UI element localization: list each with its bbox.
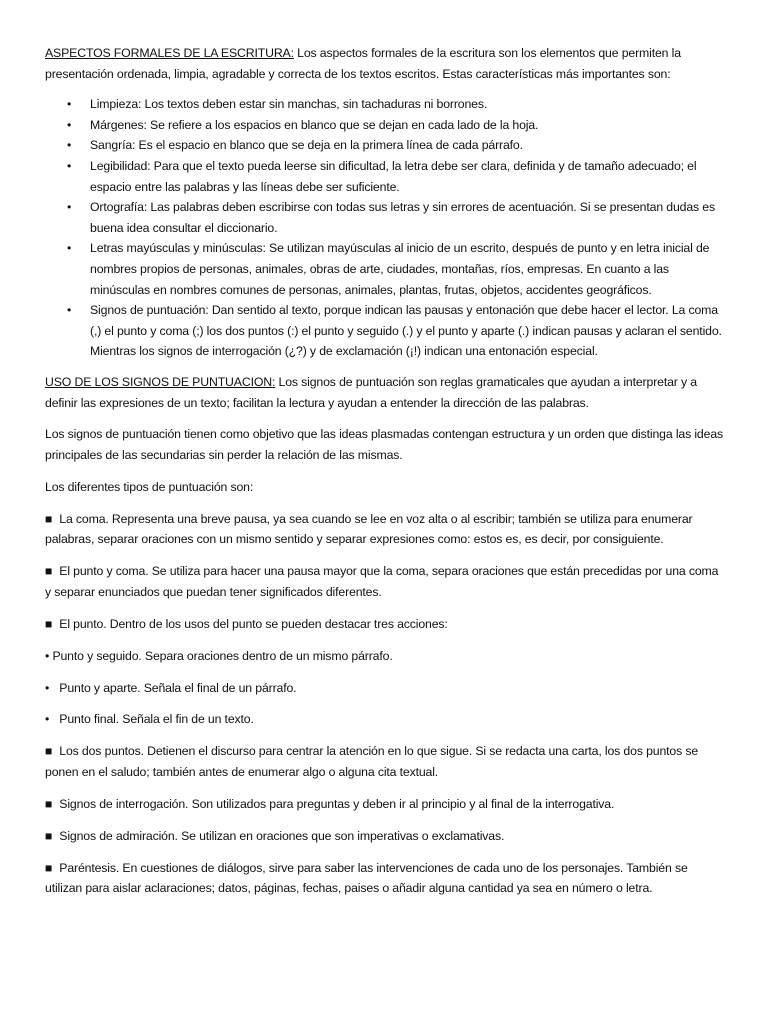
aspect-item-text: Limpieza: Los textos deben estar sin manchas, sin tachaduras ni borrones. (90, 97, 488, 112)
bullet-dot-icon: • (67, 158, 72, 173)
dos-puntos-paragraph (45, 741, 726, 782)
aspect-item-mayusculas (45, 238, 726, 300)
punto-coma-paragraph (45, 561, 726, 602)
square-bullet-icon: ■ (45, 860, 53, 875)
punto-final-paragraph (45, 709, 726, 730)
aspect-item-sangria (45, 135, 726, 156)
bullet-dot-icon: • (67, 117, 72, 132)
section2-intro-text: Los signos de puntuación son reglas gramaticales que ayudan a interpretar y a definir las expresiones de un texto; facilitan la lectura y ayudan a entender la dirección de las palabras. (45, 374, 697, 410)
section1-intro-paragraph (45, 43, 726, 84)
dos-puntos-text: Los dos puntos. Detienen el discurso para centrar la atención en lo que sigue. Si se redacta una carta, los dos puntos se ponen en el saludo; también antes de enumerar algo o alguna cita textual. (45, 744, 699, 779)
bullet-dot-icon: • (45, 712, 50, 727)
punto-final-text: Punto final. Señala el fin de un texto. (59, 712, 254, 727)
bullet-dot-icon: • (67, 97, 72, 112)
square-bullet-icon: ■ (45, 744, 53, 759)
punto-paragraph (45, 614, 726, 635)
aspect-item-text: Legibilidad: Para que el texto pueda leerse sin dificultad, la letra debe ser clara, definida y de tamaño adecuado; el espacio entre las palabras y las líneas debe ser suficiente. (90, 158, 697, 194)
punto-aparte-text: Punto y aparte. Señala el final de un párrafo. (59, 680, 297, 695)
aspects-list (45, 94, 726, 362)
objective-paragraph: Los signos de puntuación tienen como objetivo que las ideas plasmadas contengan estructura y un orden que distinga las ideas principales de las secundarias sin perder la relación de las mismas. (45, 427, 724, 462)
square-bullet-icon: ■ (45, 511, 53, 526)
aspect-item-puntuacion (45, 300, 726, 362)
aspect-item-text: Sangría: Es el espacio en blanco que se deja en la primera línea de cada párrafo. (90, 138, 523, 153)
parentesis-paragraph (45, 858, 726, 899)
square-bullet-icon: ■ (45, 796, 53, 811)
parentesis-text: Paréntesis. En cuestiones de diálogos, sirve para saber las intervenciones de cada uno de los personajes. También se utilizan para aislar aclaraciones; datos, páginas, fechas, paises o añadir alguna cantidad ya sea en número o letra. (45, 860, 688, 896)
aspect-item-text: Signos de puntuación: Dan sentido al texto, porque indican las pausas y entonación que debe hacer el lector. La coma (,) el punto y coma (;) los dos puntos (:) el punto y seguido (.) y el punto y aparte (.) indican pausas y aclaran el sentido. Mientras los signos de interrogación (¿?) y de exclamación (¡!) indican una entonación especial. (90, 303, 722, 359)
bullet-dot-icon: • (45, 648, 50, 663)
punto-seguido-text: Punto y seguido. Separa oraciones dentro de un mismo párrafo. (52, 648, 393, 663)
interrogacion-paragraph (45, 794, 726, 815)
types-intro-paragraph: Los diferentes tipos de puntuación son: (45, 479, 254, 494)
coma-text: La coma. Representa una breve pausa, ya sea cuando se lee en voz alta o al escribir; también se utiliza para enumerar palabras, separar oraciones con un mismo sentido y separar expresiones como: estos es, es decir, por consiguiente. (45, 511, 693, 547)
square-bullet-icon: ■ (45, 828, 53, 843)
bullet-dot-icon: • (45, 680, 50, 695)
bullet-dot-icon: • (67, 138, 72, 153)
admiracion-paragraph (45, 826, 726, 847)
bullet-dot-icon: • (67, 200, 72, 215)
section1-intro-text: Los aspectos formales de la escritura son los elementos que permiten la presentación ordenada, limpia, agradable y correcta de los textos escritos. Estas características más importantes son: (45, 46, 681, 81)
bullet-dot-icon: • (67, 303, 72, 318)
aspect-item-legibilidad (45, 156, 726, 197)
aspect-item-limpieza (45, 94, 726, 115)
aspect-item-text: Márgenes: Se refiere a los espacios en blanco que se dejan en cada lado de la hoja. (90, 117, 539, 132)
punto-text: El punto. Dentro de los usos del punto se pueden destacar tres acciones: (59, 616, 448, 631)
bullet-dot-icon: • (67, 241, 72, 256)
punto-coma-text: El punto y coma. Se utiliza para hacer una pausa mayor que la coma, separa oraciones que están precedidas por una coma y separar enunciados que puedan tener significados diferentes. (45, 564, 719, 599)
aspect-item-ortografia (45, 197, 726, 238)
section2-intro-paragraph (45, 372, 726, 413)
punto-aparte-paragraph (45, 678, 726, 699)
square-bullet-icon: ■ (45, 564, 53, 579)
admiracion-text: Signos de admiración. Se utilizan en oraciones que son imperativas o exclamativas. (59, 828, 505, 843)
square-bullet-icon: ■ (45, 616, 53, 631)
aspect-item-margenes (45, 115, 726, 136)
interrogacion-text: Signos de interrogación. Son utilizados para preguntas y deben ir al principio y al final de la interrogativa. (59, 796, 615, 811)
punto-seguido-paragraph (45, 646, 726, 667)
aspect-item-text: Letras mayúsculas y minúsculas: Se utilizan mayúsculas al inicio de un escrito, después de punto y en letra inicial de nombres propios de personas, animales, obras de arte, ciudades, montañas, ríos, empresas. En cuanto a las minúsculas en nombres comunes de personas, animales, plantas, frutas, objetos, accidentes geográficos. (90, 241, 710, 297)
coma-paragraph (45, 509, 726, 550)
aspect-item-text: Ortografía: Las palabras deben escribirse con todas sus letras y sin errores de acentuación. Si se presentan dudas es buena idea consultar el diccionario. (90, 200, 715, 235)
section2-heading: USO DE LOS SIGNOS DE PUNTUACION: (45, 374, 276, 389)
section1-heading: ASPECTOS FORMALES DE LA ESCRITURA: (45, 46, 294, 60)
